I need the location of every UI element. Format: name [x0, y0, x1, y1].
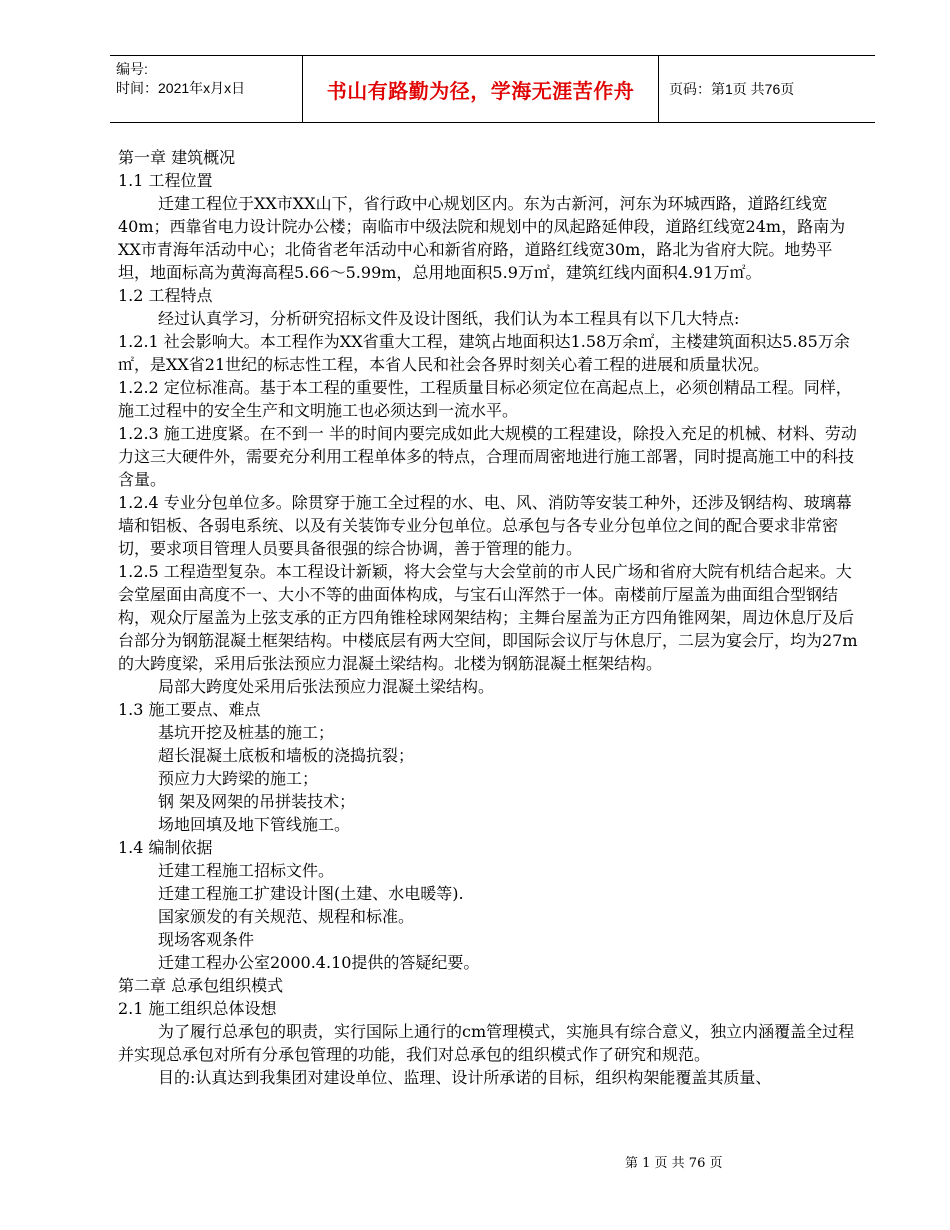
paragraph: 为了履行总承包的职责，实行国际上通行的cm管理模式，实施具有综合意义，独立内涵覆盖全过程并实现总承包对所有分承包管理的功能，我们对总承包的组织模式作了研究和规范。 — [118, 1022, 855, 1064]
document-time-label: 时间：2021年x月x日 — [116, 80, 246, 96]
paragraph: 局部大跨度处采用后张法预应力混凝土梁结构。 — [158, 677, 495, 696]
page-header — [110, 55, 875, 123]
paragraph: 第二章 总承包组织模式 — [118, 976, 284, 995]
paragraph: 1.2.3 施工进度紧。在不到一 半的时间内要完成如此大规模的工程建设，除投入充足的机械、材料、劳动力这三大硬件外，需要充分利用工程单体多的特点，合理而周密地进行施工部署，同时提高施工中的科技含量。 — [118, 424, 857, 489]
header-meta-cell — [110, 56, 303, 122]
list-item: 场地回填及地下管线施工。 — [158, 815, 351, 834]
list-item: 迁建工程施工招标文件。 — [158, 861, 335, 880]
list-item: 现场客观条件 — [158, 930, 255, 949]
list-item: 预应力大跨梁的施工； — [158, 769, 319, 788]
paragraph: 经过认真学习，分析研究招标文件及设计图纸，我们认为本工程具有以下几大特点: — [158, 309, 740, 328]
paragraph: 1.3 施工要点、难点 — [118, 700, 261, 719]
paragraph: 1.4 编制依据 — [118, 838, 213, 857]
paragraph: 1.2.4 专业分包单位多。除贯穿于施工全过程的水、电、风、消防等安装工种外，还涉及钢结构、玻璃幕墙和铝板、各弱电系统、以及有关装饰专业分包单位。总承包与各专业分包单位之间的配合要求非常密切，要求项目管理人员要具备很强的综合协调，善于管理的能力。 — [118, 493, 852, 558]
paragraph: 1.2 工程特点 — [118, 286, 213, 305]
list-item: 基坑开挖及桩基的施工； — [158, 723, 335, 742]
paragraph: 第一章 建筑概况 — [118, 148, 236, 167]
paragraph: 1.1 工程位置 — [118, 171, 213, 190]
header-motto-cell — [303, 56, 659, 122]
paragraph: 1.2.2 定位标准高。基于本工程的重要性，工程质量目标必须定位在高起点上，必须创精品工程。同样，施工过程中的安全生产和文明施工也必须达到一流水平。 — [118, 378, 852, 420]
motto-text: 书山有路勤为径，学海无涯苦作舟 — [326, 78, 635, 103]
page-footer: 第 1 页 共 76 页 — [625, 1156, 723, 1171]
list-item: 迁建工程施工扩建设计图(土建、水电暖等). — [158, 884, 464, 903]
list-item: 国家颁发的有关规范、规程和标准。 — [158, 907, 415, 926]
document-number-label: 编号: — [116, 61, 148, 77]
list-item: 迁建工程办公室2000.4.10提供的答疑纪要。 — [158, 953, 480, 972]
paragraph: 1.2.5 工程造型复杂。本工程设计新颖，将大会堂与大会堂前的市人民广场和省府大院有机结合起来。大会堂屋面由高度不一、大小不等的曲面体构成，与宝石山浑然于一体。南楼前厅屋盖为曲面组合型钢结构，观众厅屋盖为上弦支承的正方四角锥栓球网架结构；主舞台屋盖为正方四角锥网架，周边休息厅及后台部分为钢筋混凝土框架结构。中楼底层有两大空间，即国际会议厅与休息厅，二层为宴会厅，均为27m的大跨度梁，采用后张法预应力混凝土梁结构。北楼为钢筋混凝土框架结构。 — [118, 562, 858, 673]
header-page-cell — [659, 56, 875, 122]
paragraph: 1.2.1 社会影响大。本工程作为XX省重大工程，建筑占地面积达1.58万余㎡，主楼建筑面积达5.85万余㎡，是XX省21世纪的标志性工程，本省人民和社会各界时刻关心着工程的进展和质量状况。 — [118, 332, 850, 374]
list-item: 钢 架及网架的吊拼装技术； — [158, 792, 356, 811]
header-page-number: 页码：第1页 共76页 — [669, 81, 795, 97]
list-item: 超长混凝土底板和墙板的浇捣抗裂； — [158, 746, 415, 765]
document-body — [118, 146, 858, 1089]
paragraph: 迁建工程位于XX市XX山下，省行政中心规划区内。东为古新河，河东为环城西路，道路红线宽40m；西靠省电力设计院办公楼；南临市中级法院和规划中的凤起路延伸段，道路红线宽24m，路南为XX市青海年活动中心；北倚省老年活动中心和新省府路，道路红线宽30m，路北为省府大院。地势平坦，地面标高为黄海高程5.66～5.99m，总用地面积5.9万㎡，建筑红线内面积4.91万㎡。 — [118, 194, 846, 282]
paragraph: 目的:认真达到我集团对建设单位、监理、设计所承诺的目标，组织构架能覆盖其质量、 — [158, 1068, 772, 1087]
paragraph: 2.1 施工组织总体设想 — [118, 999, 277, 1018]
